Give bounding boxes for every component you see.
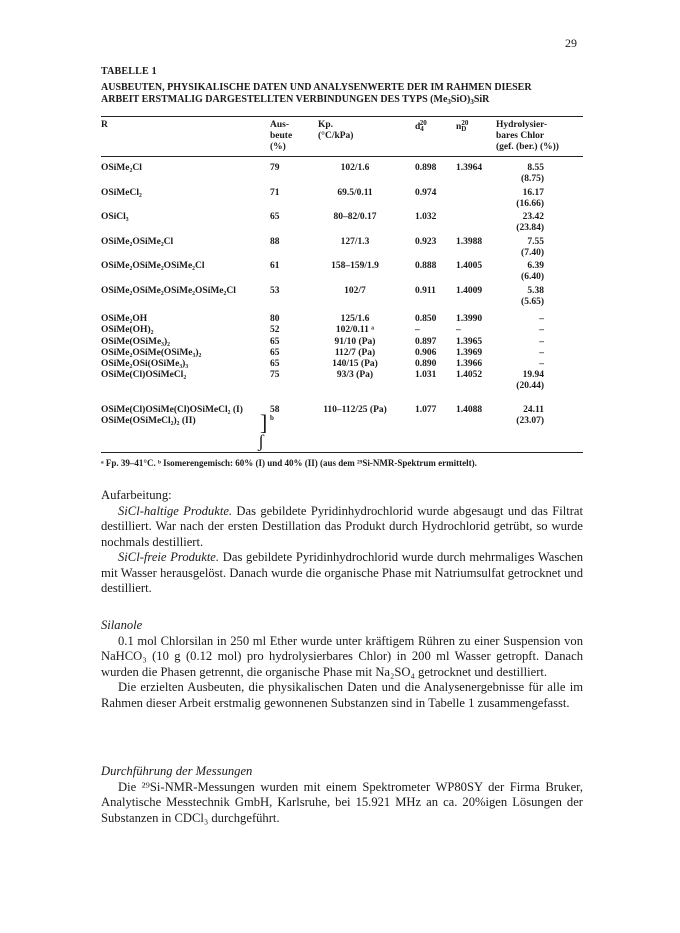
cell-r: OSiMe₂Cl: [101, 163, 142, 173]
cell-bp: 102/0.11 ᵃ: [335, 325, 375, 335]
silanole-heading: Silanole: [101, 618, 143, 632]
cell-chlorine-calculated: (23.84): [516, 223, 544, 233]
cell-bp: 102/7: [344, 286, 366, 296]
cell-density: 0.850: [415, 314, 437, 324]
cell-yield: 53: [270, 286, 280, 296]
table-caption-line-2: ARBEIT ERSTMALIG DARGESTELLTEN VERBINDUNGEN DES TYPS $(Me_3SiO)_3SiR$: [101, 94, 490, 106]
cell-chlorine-found: –: [539, 359, 544, 369]
header-refractive-index: $n_D^{20}$: [456, 119, 469, 133]
cell-density: 1.077: [415, 405, 437, 415]
cell-bp: 140/15 (Pa): [332, 359, 378, 369]
header-bp: Kp. (°C/kPa): [318, 120, 354, 141]
cell-bp: 69.5/0.11: [337, 188, 373, 198]
cell-r: OSiMe(OSiMe₃)₂: [101, 337, 171, 347]
aufarbeitung-section: [101, 488, 583, 597]
cell-density: 0.898: [415, 163, 437, 173]
cell-r: OSiMe₂OSiMe₂Cl: [101, 237, 174, 247]
cell-chlorine-found: –: [539, 314, 544, 324]
cell-bp: 93/3 (Pa): [336, 370, 374, 380]
cell-density: 1.031: [415, 370, 437, 380]
cell-yield: 65: [270, 348, 280, 358]
cell-chlorine-found: 5.38: [527, 286, 544, 296]
cell-r: OSiCl₃: [101, 212, 129, 222]
cell-refractive-index: –: [456, 325, 461, 335]
cell-chlorine-calculated: (6.40): [521, 272, 544, 282]
cell-r: OSiMe₂OSiMe(OSiMe₃)₂: [101, 348, 202, 358]
cell-r: OSiMe₂OSi(OSiMe₃)₃: [101, 359, 189, 369]
cell-refractive-index: 1.4088: [456, 405, 483, 415]
cell-r: OSiMe₂OSiMe₂OSiMe₂Cl: [101, 261, 205, 271]
table-footnote: ᵃ Fp. 39–41°C. ᵇ Isomerengemisch: 60% (I) und 40% (II) (aus dem ²⁹Si-NMR-Spektrum ermittelt).: [101, 458, 477, 468]
cell-density: 0.906: [415, 348, 437, 358]
cell-bp: 127/1.3: [340, 237, 370, 247]
header-yield: Aus- beute (%): [270, 120, 293, 152]
cell-yield: 58: [270, 405, 280, 415]
paragraph-silanole-summary: Die erzielten Ausbeuten, die physikalischen Daten und die Analysenergebnisse für alle im Rahmen dieser Arbeit erstmalig gewonnenen Substanzen sind in Tabelle 1 zusammengefasst.: [101, 680, 583, 710]
cell-chlorine-calculated: (5.65): [521, 297, 544, 307]
cell-refractive-index: 1.3969: [456, 348, 483, 358]
cell-chlorine-found: 6.39: [527, 261, 544, 271]
cell-density: 0.890: [415, 359, 437, 369]
table-header-rule: [101, 156, 583, 157]
cell-bp: 102/1.6: [340, 163, 370, 173]
cell-chlorine-found: 16.17: [522, 188, 544, 198]
paragraph-silanole-procedure: 0.1 mol Chlorsilan in 250 ml Ether wurde unter kräftigem Rühren zu einer Suspension von NaHCO₃ (10 g (0.12 mol) pro hydrolysierbares Chlor) in 200 ml Wasser getropft. Danach wurden die Phasen getrennt, die organische Phase mit Na₂SO₄ getrocknet und destilliert.: [101, 633, 583, 679]
cell-refractive-index: 1.3990: [456, 314, 483, 324]
cell-refractive-index: 1.3966: [456, 359, 483, 369]
cell-yield: 65: [270, 359, 280, 369]
header-r: R: [101, 120, 108, 130]
table-caption: [101, 82, 583, 108]
table-top-rule: [101, 116, 583, 117]
cell-chlorine-found: 8.55: [527, 163, 544, 173]
isomer-brace: ]: [260, 410, 268, 435]
cell-yield: 65: [270, 337, 280, 347]
cell-r: OSiMe₂OSiMe₂OSiMe₂OSiMe₂Cl: [101, 286, 236, 296]
cell-chlorine-calculated: (7.40): [521, 248, 544, 258]
table-caption-line-1: AUSBEUTEN, PHYSIKALISCHE DATEN UND ANALYSENWERTE DER IM RAHMEN DIESER: [101, 82, 532, 93]
cell-chlorine-calculated: (16.66): [516, 199, 544, 209]
cell-refractive-index: 1.4005: [456, 261, 483, 271]
cell-r: OSiMe(OSiMeCl₂)₂ (II): [101, 416, 196, 426]
cell-refractive-index: 1.3988: [456, 237, 483, 247]
footnote-marker-b: b: [270, 414, 274, 422]
cell-chlorine-found: 24.11: [523, 405, 544, 415]
cell-yield: 65: [270, 212, 280, 222]
cell-refractive-index: 1.4009: [456, 286, 483, 296]
cell-yield: 75: [270, 370, 280, 380]
cell-chlorine-found: (23.07): [516, 416, 544, 426]
cell-chlorine-found: 7.55: [527, 237, 544, 247]
cell-density: 0.974: [415, 188, 437, 198]
cell-refractive-index: 1.3964: [456, 163, 483, 173]
paragraph-sicl-products: SiCl-haltige Produkte. Das gebildete Pyridinhydrochlorid wurde abgesaugt und das Filtrat destilliert. War nach der ersten Destillation das Produkt durch Hydrochlorid getrübt, so wurde nochmals destilliert.: [101, 503, 583, 549]
cell-yield: 79: [270, 163, 280, 173]
isomer-brace-2: ʃ: [258, 431, 264, 451]
cell-chlorine-found: 19.94: [522, 370, 544, 380]
paragraph-sicl-free-products: SiCl-freie Produkte. Das gebildete Pyridinhydrochlorid wurde durch mehrmaliges Waschen mit Wasser herausgelöst. Danach wurde die organische Phase mit Natriumsulfat getrocknet und destilliert.: [101, 550, 584, 595]
cell-chlorine-found: –: [539, 325, 544, 335]
cell-yield: 61: [270, 261, 280, 271]
table-label: TABELLE 1: [101, 66, 157, 77]
cell-refractive-index: 1.4052: [456, 370, 483, 380]
messungen-heading: Durchführung der Messungen: [101, 764, 253, 778]
page-number: 29: [565, 36, 577, 50]
cell-density: 0.911: [415, 286, 436, 296]
table-bottom-rule: [101, 452, 583, 453]
cell-r: OSiMe(Cl)OSiMeCl₂: [101, 370, 187, 380]
cell-bp: 125/1.6: [340, 314, 370, 324]
cell-bp: 91/10 (Pa): [334, 337, 376, 347]
cell-bp: 158–159/1.9: [331, 261, 379, 271]
header-hydrolysable-chlorine: Hydrolysier- bares Chlor (gef. (ber.) (%)): [496, 120, 559, 152]
cell-density: 0.888: [415, 261, 437, 271]
cell-density: –: [415, 325, 420, 335]
cell-r: OSiMeCl₂: [101, 188, 142, 198]
cell-chlorine-calculated: (20.44): [516, 381, 544, 391]
cell-chlorine-found: 23.42: [522, 212, 544, 222]
cell-yield: 52: [270, 325, 280, 335]
cell-chlorine-found: –: [539, 337, 544, 347]
cell-chlorine-found: –: [539, 348, 544, 358]
cell-yield: 88: [270, 237, 280, 247]
messungen-section: [101, 764, 583, 826]
cell-bp: 80–82/0.17: [333, 212, 377, 222]
cell-density: 1.032: [415, 212, 437, 222]
cell-density: 0.923: [415, 237, 437, 247]
cell-yield: 71: [270, 188, 280, 198]
cell-refractive-index: 1.3965: [456, 337, 483, 347]
cell-r: OSiMe(OH)₂: [101, 325, 154, 335]
cell-r: OSiMe(Cl)OSiMe(Cl)OSiMeCl₂ (I): [101, 405, 243, 415]
aufarbeitung-heading: Aufarbeitung:: [101, 488, 172, 502]
cell-bp: 112/7 (Pa): [334, 348, 376, 358]
silanole-section: [101, 618, 583, 711]
header-density: $d_4^{20}$: [415, 119, 427, 133]
cell-yield: 80: [270, 314, 280, 324]
cell-density: 0.897: [415, 337, 437, 347]
cell-bp: 110–112/25 (Pa): [323, 405, 387, 415]
cell-chlorine-calculated: (8.75): [521, 174, 544, 184]
paragraph-messungen: Die ²⁹Si-NMR-Messungen wurden mit einem Spektrometer WP80SY der Firma Bruker, Analytische Messtechnik GmbH, Karlsruhe, bei 15.921 MHz an ca. 20%igen Lösungen der Substanzen in CDCl₃ durchgeführt.: [101, 779, 583, 825]
cell-r: OSiMe₂OH: [101, 314, 148, 324]
